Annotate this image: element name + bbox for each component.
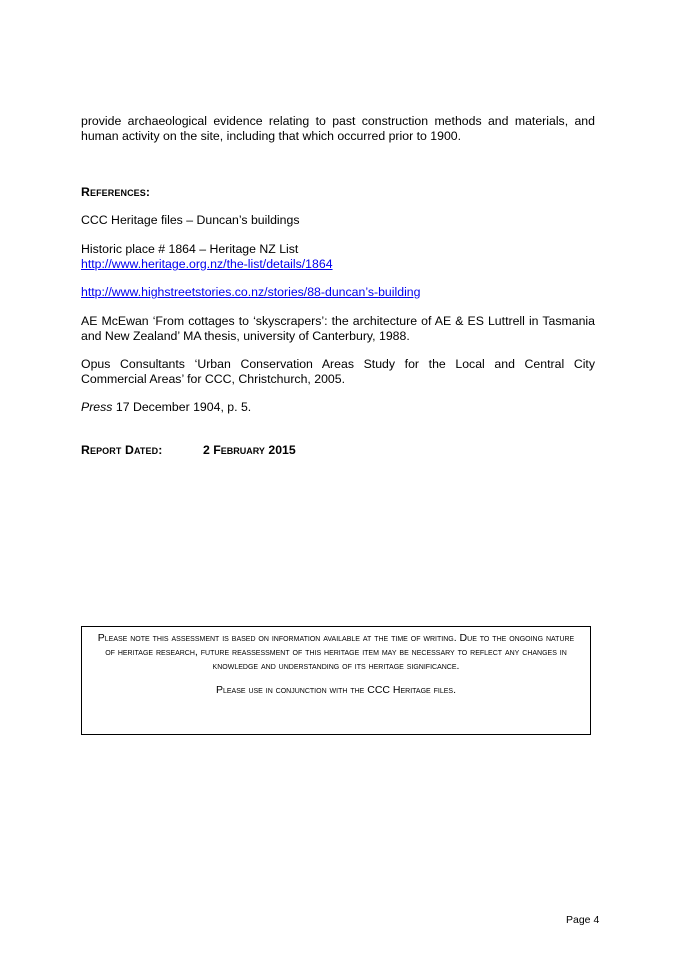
reference-highstreet-stories xyxy=(81,285,595,300)
heritage-nz-link[interactable]: http://www.heritage.org.nz/the-list/details/1864 xyxy=(81,257,333,271)
reference-press-article xyxy=(81,400,595,415)
page-number: Page 4 xyxy=(566,914,600,926)
press-title: Press xyxy=(81,400,113,414)
report-dated-label: Report Dated: xyxy=(81,443,163,457)
reference-ccc-heritage-files: CCC Heritage files – Duncan’s buildings xyxy=(81,213,300,227)
highstreet-stories-link[interactable]: http://www.highstreetstories.co.nz/stories/88-duncan’s-building xyxy=(81,285,421,299)
reference-heritage-nz-label: Historic place # 1864 – Heritage NZ List xyxy=(81,242,299,256)
report-date-value: 2 February 2015 xyxy=(203,443,296,457)
notice-assessment-text: Please note this assessment is based on information available at the time of writing. Due to the ongoing nature of heritage research, future reassessment of this heritage item may be necessary to reflect any changes in knowledge and understanding of its heritage significance. xyxy=(97,632,575,672)
intro-paragraph: provide archaeological evidence relating to past construction methods and materials, and human activity on the site, including that which occurred prior to 1900. xyxy=(81,114,595,143)
notice-box xyxy=(81,626,591,735)
notice-conjunction-text: Please use in conjunction with the CCC Heritage files. xyxy=(215,684,457,697)
references-heading: References: xyxy=(81,185,151,199)
reference-heritage-nz-list xyxy=(81,242,595,272)
reference-opus-consultants: Opus Consultants ‘Urban Conservation Areas Study for the Local and Central City Commercial Areas’ for CCC, Christchurch, 2005. xyxy=(81,357,595,386)
reference-mcewan-thesis: AE McEwan ‘From cottages to ‘skyscrapers’: the architecture of AE & ES Luttrell in Tasmania and New Zealand’ MA thesis, university of Canterbury, 1988. xyxy=(81,314,595,343)
press-date: 17 December 1904, p. 5. xyxy=(112,400,252,414)
